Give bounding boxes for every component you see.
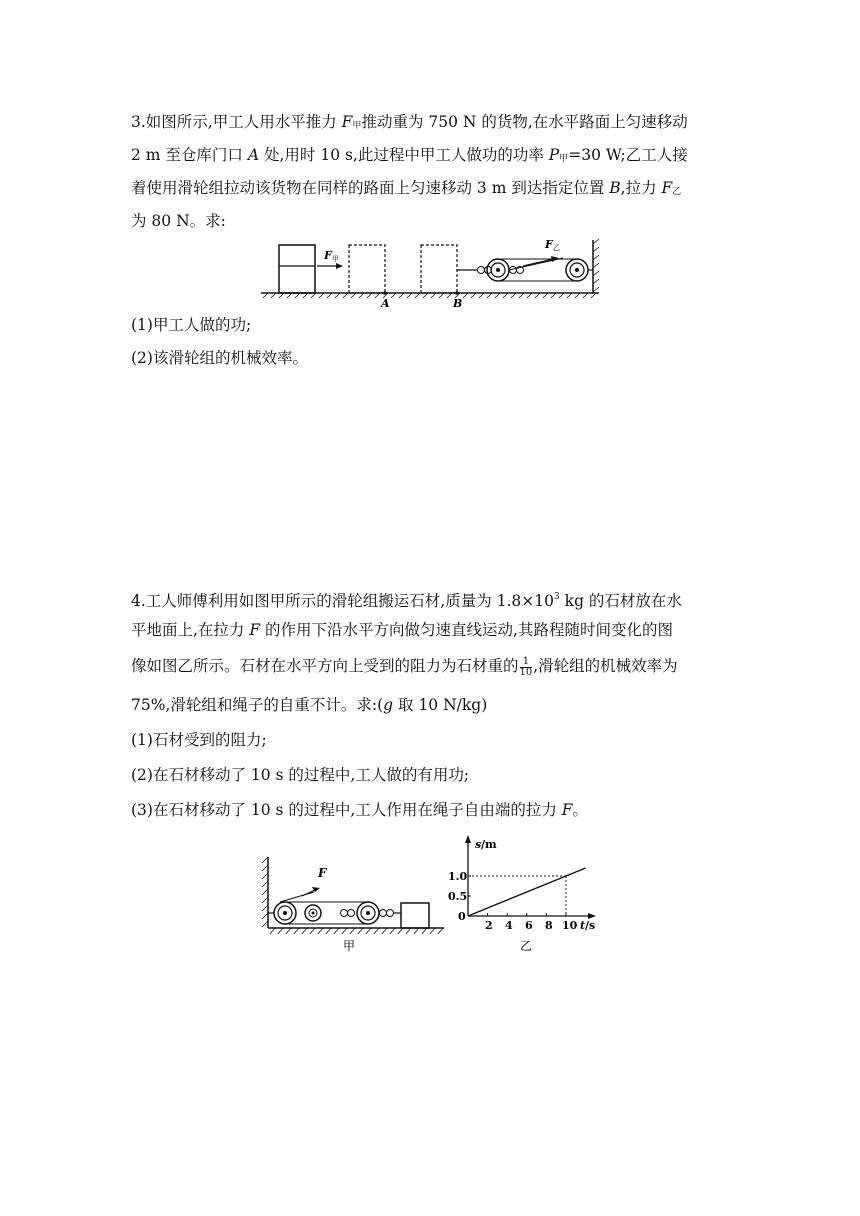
f-yi-sub: 乙 bbox=[553, 244, 560, 252]
f-jia-sub: 甲 bbox=[332, 255, 339, 263]
q3-figure bbox=[255, 236, 605, 312]
dashed-box-a bbox=[349, 245, 385, 293]
fixed-pulley bbox=[566, 259, 588, 281]
wall-hatching bbox=[593, 239, 599, 292]
q3-line-2: 2 m 至仓库门口 A 处,用时 10 s,此过程中甲工人做功的功率 P甲=30 W;乙工人接 bbox=[131, 146, 688, 164]
x-tick-label: 10 bbox=[562, 919, 578, 932]
q4-figure-yi bbox=[448, 830, 608, 955]
y-tick-label: 0.5 bbox=[448, 890, 468, 903]
q3-line-3: 着使用滑轮组拉动该货物在同样的路面上匀速移动 3 m 到达指定位置 B,拉力 F乙 bbox=[131, 179, 682, 197]
point-a-marker bbox=[383, 291, 387, 295]
y-tick-label: 0 bbox=[458, 910, 466, 923]
y-axis-label-symbol: s bbox=[475, 838, 482, 851]
cargo-box bbox=[279, 245, 315, 293]
f-arrow bbox=[302, 890, 315, 896]
q4-line-2: 平地面上,在拉力 F 的作用下沿水平方向做匀速直线运动,其路程随时间变化的图 bbox=[131, 621, 673, 639]
x-axis-label-unit: /s bbox=[585, 919, 596, 932]
x-tick-label: 8 bbox=[545, 919, 553, 932]
movable-pulley bbox=[487, 259, 509, 281]
y-axis-label-unit: /m bbox=[481, 838, 497, 851]
y-tick-label: 1.0 bbox=[448, 870, 468, 883]
q4-figure-jia bbox=[258, 855, 448, 955]
q4-sub-question-3: (3)在石材移动了 10 s 的过程中,工人作用在绳子自由端的拉力 F。 bbox=[131, 801, 589, 819]
x-tick-label: 4 bbox=[505, 919, 513, 932]
point-b-label: B bbox=[453, 297, 463, 310]
hook-right bbox=[380, 910, 394, 917]
f-jia-arrowhead bbox=[336, 263, 343, 269]
y-axis-arrow bbox=[465, 835, 471, 843]
q3-line-4: 为 80 N。求: bbox=[131, 212, 226, 230]
f-yi-arrow bbox=[523, 259, 554, 266]
point-a-label: A bbox=[381, 297, 390, 310]
x-axis-label-symbol: t bbox=[580, 919, 586, 932]
q4-sub-question-2: (2)在石材移动了 10 s 的过程中,工人做的有用功; bbox=[131, 766, 470, 784]
hook-middle bbox=[341, 910, 355, 917]
x-tick-label: 2 bbox=[485, 919, 493, 932]
q3-line-1: 3.如图所示,甲工人用水平推力 F甲推动重为 750 N 的货物,在水平路面上匀速移动 bbox=[131, 113, 688, 131]
figure-caption-jia: 甲 bbox=[343, 939, 356, 953]
ground-hatching bbox=[270, 928, 443, 934]
x-tick-label: 6 bbox=[525, 919, 533, 932]
q4-line-1: 4.工人师傅利用如图甲所示的滑轮组搬运石材,质量为 $1.8\times 10^3$ kg 的石材放在水 bbox=[131, 592, 682, 610]
figure-caption-yi: 乙 bbox=[520, 939, 533, 953]
q4-line-4: 75%,滑轮组和绳子的自重不计。求:(g 取 10 N/kg) bbox=[131, 696, 488, 714]
fraction-one-tenth: $\frac{1}{10}$ bbox=[519, 655, 533, 678]
stone-block bbox=[401, 903, 429, 928]
hook-left bbox=[478, 267, 492, 274]
f-label: F bbox=[318, 866, 327, 880]
q3-sub-question-2: (2)该滑轮组的机械效率。 bbox=[131, 349, 308, 367]
rope-free-end bbox=[280, 892, 314, 902]
small-pulley bbox=[305, 905, 321, 921]
series-line bbox=[468, 868, 586, 916]
st-plot-area bbox=[468, 868, 586, 916]
wall-hatching bbox=[262, 857, 268, 927]
point-b-marker bbox=[455, 291, 459, 295]
q3-sub-question-1: (1)甲工人做的功; bbox=[131, 316, 252, 334]
f-yi-label: F bbox=[545, 238, 553, 251]
q4-line-3: 像如图乙所示。石材在水平方向上受到的阻力为石材重的 $\frac{1}{10}$ ,滑轮组的机械效率为 bbox=[131, 655, 678, 678]
dashed-box-b bbox=[421, 245, 457, 293]
f-jia-label: F bbox=[324, 249, 332, 262]
movable-pulley bbox=[357, 902, 379, 924]
q4-sub-question-1: (1)石材受到的阻力; bbox=[131, 731, 267, 749]
fixed-pulley bbox=[274, 902, 296, 924]
